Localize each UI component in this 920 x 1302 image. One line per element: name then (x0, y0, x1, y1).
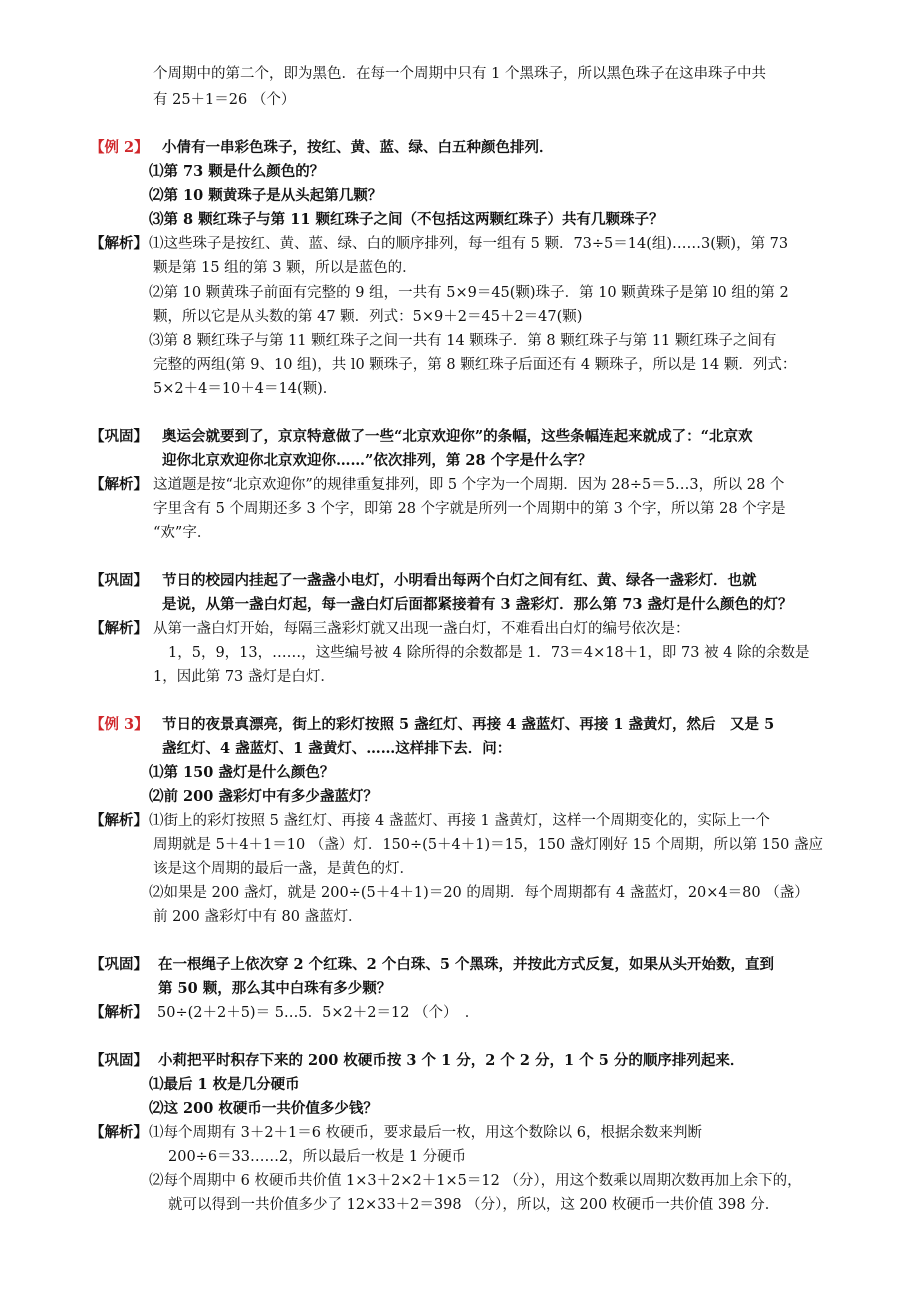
solution-text: ⑴每个周期有 3＋2＋1＝6 枚硬币，要求最后一枚，用这个数除以 6，根据余数来判断 (149, 1125, 702, 1141)
problem-text: 节日的夜景真漂亮，街上的彩灯按照 5 盏红灯、再接 4 盏蓝灯、再接 1 盏黄灯，然后 又是 5 (162, 716, 775, 733)
practice-label: 【巩固】 (90, 428, 148, 445)
solution-label: 【解析】 (90, 1004, 148, 1021)
solution-text: 完整的两组(第 9、10 组)，共 l0 颗珠子，第 8 颗红珠子后面还有 4 颗珠子，所以是 14 颗．列式： (153, 357, 797, 373)
solution-label: 【解析】 (90, 235, 148, 252)
solution-text: 5×2＋4＝10＋4＝14(颗)． (153, 381, 338, 397)
problem-subquestion: ⑵这 200 枚硬币一共价值多少钱？ (149, 1100, 378, 1117)
solution-label: 【解析】 (90, 476, 148, 493)
problem-text: 小倩有一串彩色珠子，按红、黄、蓝、绿、白五种颜色排列． (162, 139, 554, 156)
solution-text: 1，因此第 73 盏灯是白灯． (153, 669, 335, 685)
solution-text: 颗是第 15 组的第 3 颗，所以是蓝色的． (153, 260, 417, 276)
problem-text: 小莉把平时积存下来的 200 枚硬币按 3 个 1 分，2 个 2 分，1 个 5 分的顺序排列起来． (158, 1052, 745, 1069)
solution-text: 这道题是按“北京欢迎你”的规律重复排列，即 5 个字为一个周期．因为 28÷5＝5…3，所以 28 个 (153, 477, 785, 493)
example-label: 【例 2】 (90, 139, 149, 156)
text-line: 有 25＋1＝26 （个） (153, 92, 296, 108)
problem-subquestion: ⑵前 200 盏彩灯中有多少盏蓝灯？ (149, 788, 378, 805)
solution-text: 该是这个周期的最后一盏，是黄色的灯． (153, 861, 414, 877)
solution-label: 【解析】 (90, 1124, 148, 1141)
example-label: 【例 3】 (90, 716, 149, 733)
solution-label: 【解析】 (90, 812, 148, 829)
solution-text: ⑴这些珠子是按红、黄、蓝、绿、白的顺序排列，每一组有 5 颗．73÷5＝14(组)……3(颗)，第 73 (149, 236, 789, 252)
problem-text: 在一根绳子上依次穿 2 个红珠、2 个白珠、5 个黑珠，并按此方式反复，如果从头开始数，直到 (158, 956, 774, 973)
solution-text: 颗，所以它是从头数的第 47 颗．列式：5×9＋2＝45＋2＝47(颗) (153, 309, 583, 325)
solution-text: 1，5，9，13，……，这些编号被 4 除所得的余数都是 1．73＝4×18＋1，即 73 被 4 除的余数是 (168, 645, 810, 661)
problem-text: 是说，从第一盏白灯起，每一盏白灯后面都紧接着有 3 盏彩灯．那么第 73 盏灯是什么颜色的灯？ (162, 596, 793, 613)
problem-subquestion: ⑶第 8 颗红珠子与第 11 颗红珠子之间（不包括这两颗红珠子）共有几颗珠子？ (149, 211, 664, 228)
problem-text: 节日的校园内挂起了一盏盏小电灯，小明看出每两个白灯之间有红、黄、绿各一盏彩灯．也就 (162, 572, 757, 589)
solution-text: ⑵第 10 颗黄珠子前面有完整的 9 组，一共有 5×9＝45(颗)珠子．第 10 颗黄珠子是第 l0 组的第 2 (149, 285, 789, 301)
solution-text: 50÷(2＋2＋5)＝ 5…5．5×2＋2＝12 （个） ． (157, 1005, 480, 1021)
solution-text: 就可以得到一共价值多少了 12×33＋2＝398 （分），所以，这 200 枚硬币一共价值 398 分． (168, 1197, 780, 1213)
solution-text: ⑴街上的彩灯按照 5 盏红灯、再接 4 盏蓝灯、再接 1 盏黄灯，这样一个周期变化的，实际上一个 (149, 813, 770, 829)
problem-subquestion: ⑵第 10 颗黄珠子是从头起第几颗？ (149, 187, 383, 204)
problem-text: 盏红灯、4 盏蓝灯、1 盏黄灯、……这样排下去．问： (162, 740, 512, 757)
solution-text: 前 200 盏彩灯中有 80 盏蓝灯． (153, 909, 363, 925)
problem-subquestion: ⑴第 150 盏灯是什么颜色？ (149, 764, 335, 781)
text-line: 个周期中的第二个，即为黑色．在每一个周期中只有 1 个黑珠子，所以黑色珠子在这串珠子中共 (153, 66, 766, 82)
solution-text: ⑶第 8 颗红珠子与第 11 颗红珠子之间一共有 14 颗珠子．第 8 颗红珠子与第 11 颗红珠子之间有 (149, 333, 777, 349)
solution-text: 字里含有 5 个周期还多 3 个字，即第 28 个字就是所列一个周期中的第 3 个字，所以第 28 个字是 (153, 501, 786, 517)
practice-label: 【巩固】 (90, 1052, 148, 1069)
solution-label: 【解析】 (90, 620, 148, 637)
solution-text: 从第一盏白灯开始，每隔三盏彩灯就又出现一盏白灯，不难看出白灯的编号依次是： (153, 621, 690, 637)
practice-label: 【巩固】 (90, 572, 148, 589)
problem-text: 第 50 颗，那么其中白珠有多少颗？ (158, 980, 392, 997)
solution-text: ⑵如果是 200 盏灯，就是 200÷(5＋4＋1)＝20 的周期．每个周期都有 4 盏蓝灯，20×4＝80 （盏） (149, 885, 809, 901)
problem-subquestion: ⑴第 73 颗是什么颜色的？ (149, 163, 325, 180)
solution-text: 周期就是 5＋4＋1＝10 （盏）灯．150÷(5＋4＋1)＝15，150 盏灯刚好 15 个周期，所以第 150 盏应 (153, 837, 823, 853)
solution-text: 200÷6＝33……2，所以最后一枚是 1 分硬币 (168, 1149, 467, 1165)
solution-text: ⑵每个周期中 6 枚硬币共价值 1×3＋2×2＋1×5＝12 （分），用这个数乘以周期次数再加上余下的， (149, 1173, 802, 1189)
problem-text: 奥运会就要到了，京京特意做了一些“北京欢迎你”的条幅，这些条幅连起来就成了：“北京欢 (162, 428, 753, 445)
problem-text: 迎你北京欢迎你北京欢迎你……”依次排列，第 28 个字是什么字？ (162, 452, 593, 469)
problem-subquestion: ⑴最后 1 枚是几分硬币 (149, 1076, 300, 1093)
solution-text: “欢”字． (153, 525, 212, 541)
practice-label: 【巩固】 (90, 956, 148, 973)
